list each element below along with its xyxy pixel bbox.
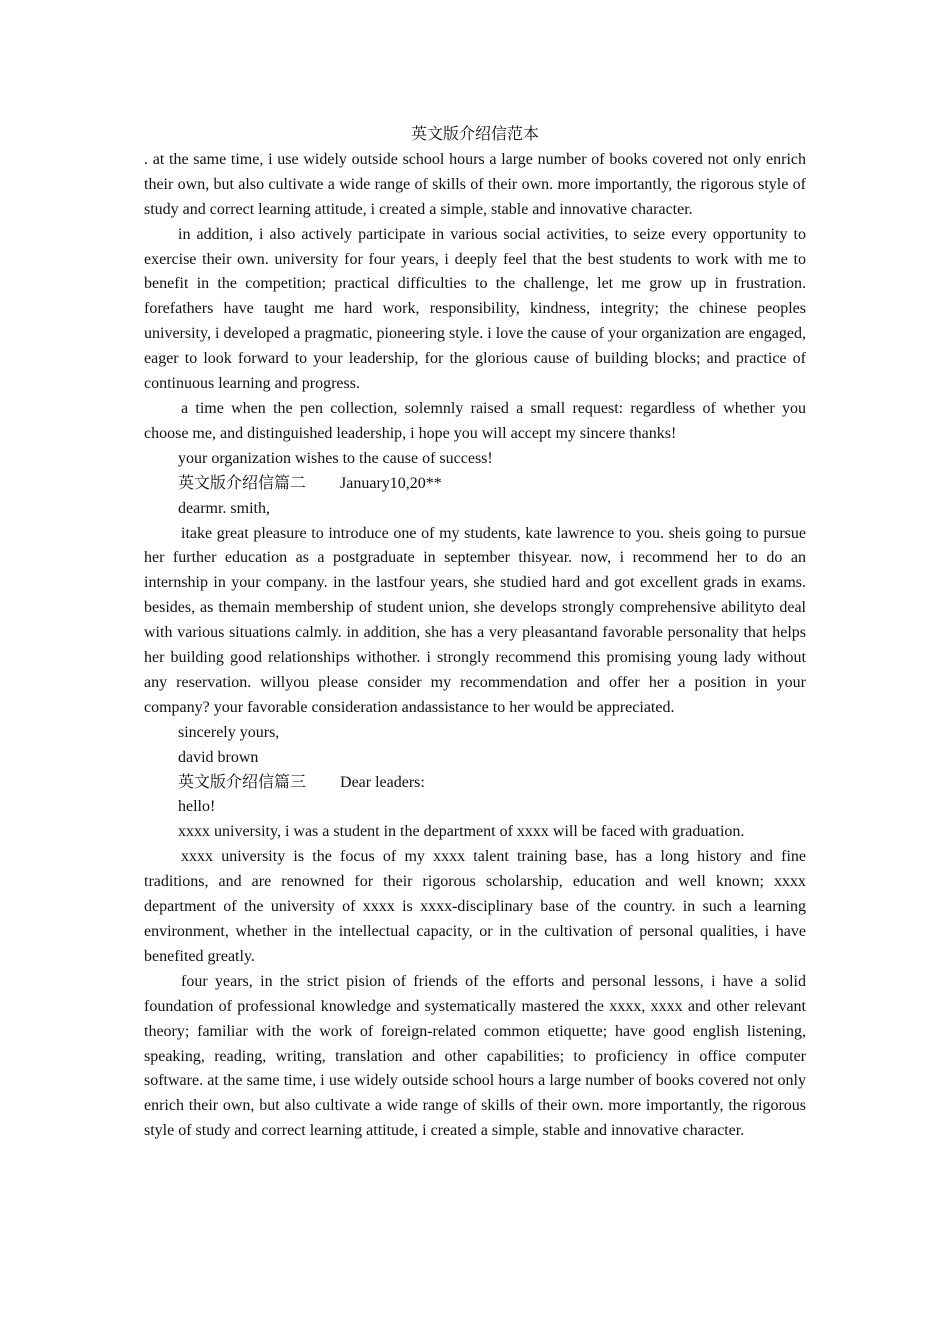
document-title: 英文版介绍信范本 (410, 126, 539, 143)
section3-greeting: hello! (178, 798, 216, 816)
paragraph: your organization wishes to the cause of success! (178, 449, 493, 467)
section2-salutation: dearmr. smith, (178, 499, 270, 517)
section2-closing: sincerely yours, (178, 723, 280, 741)
document-page (144, 123, 806, 1144)
section2-date: January10,20** (340, 474, 442, 492)
section3-salutation: Dear leaders: (340, 773, 425, 791)
paragraph: a time when the pen collection, solemnly raised a small request: regardless of whether you choose me, and distinguished leadership, i hope you will accept my sincere thanks! (144, 399, 806, 442)
paragraph: four years, in the strict pision of friends of the efforts and personal lessons, i have a solid foundation of professional knowledge and systematically mastered the xxxx, xxxx and other relevant theory; familiar with the work of foreign-related common etiquette; have good english listening, speaking, reading, writing, translation and other capabilities; to proficiency in office computer software. at the same time, i use widely outside school hours a large number of books covered not only enrich their own, but also cultivate a wide range of skills of their own. more importantly, the rigorous style of study and correct learning attitude, i created a simple, stable and innovative character. (144, 972, 806, 1140)
section2-heading: 英文版介绍信篇二 (178, 474, 307, 492)
paragraph: in addition, i also actively participate in various social activities, to seize every opportunity to exercise their own. university for four years, i deeply feel that the best students to work with me to benefit in the competition; practical difficulties to the challenge, let me grow up in frustration. forefathers have taught me hard work, responsibility, kindness, integrity; the chinese peoples university, i developed a pragmatic, pioneering style. i love the cause of your organization are engaged, eager to look forward to your leadership, for the glorious cause of building blocks; and practice of continuous learning and progress. (144, 225, 806, 393)
section2-heading-line (144, 472, 806, 497)
section3-heading: 英文版介绍信篇三 (178, 773, 307, 791)
paragraph: xxxx university, i was a student in the department of xxxx will be faced with graduation. (178, 823, 745, 841)
section2-signature: david brown (178, 748, 259, 766)
section3-heading-line (144, 771, 806, 796)
paragraph: xxxx university is the focus of my xxxx talent training base, has a long history and fine traditions, and are renowned for their rigorous scholarship, education and well known; xxxx department of the university of xxxx is xxxx-disciplinary base of the country. in such a learning environment, whether in the intellectual capacity, or in the cultivation of personal qualities, i have benefited greatly. (144, 848, 806, 965)
section2-body: itake great pleasure to introduce one of my students, kate lawrence to you. sheis going to pursue her further education as a postgraduate in september thisyear. now, i recommend her to do an internship in your company. in the lastfour years, she studied hard and got excellent grads in exams. besides, as themain membership of student union, she develops strongly comprehensive abilityto deal with various situations calmly. in addition, she has a very pleasantand favorable personality that helps her building good relationships withother. i strongly recommend this promising young lady without any reservation. willyou please consider my recommendation and offer her a position in your company? your favorable consideration andassistance to her would be appreciated. (144, 524, 806, 716)
paragraph: . at the same time, i use widely outside school hours a large number of books covered not only enrich their own, but also cultivate a wide range of skills of their own. more importantly, the rigorous style of study and correct learning attitude, i created a simple, stable and innovative character. (144, 150, 806, 218)
